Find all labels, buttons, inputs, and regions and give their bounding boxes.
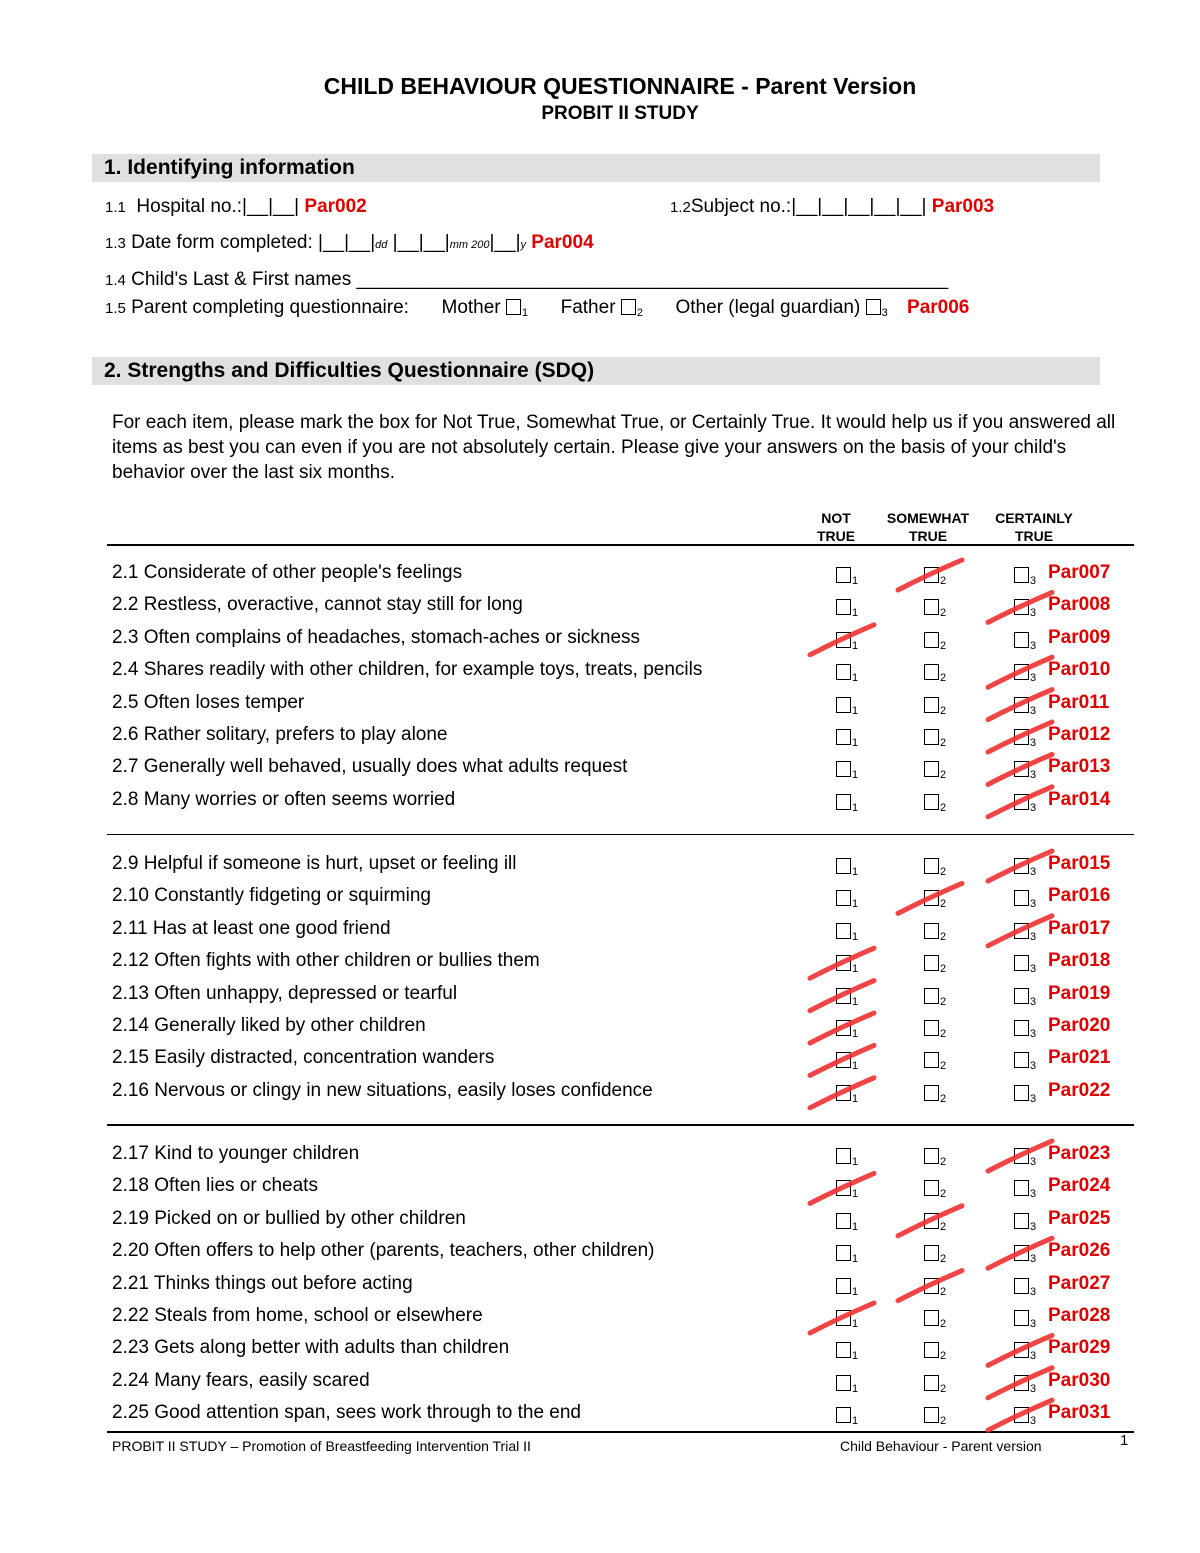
option-code: 1 bbox=[852, 1415, 859, 1428]
hand-check-mark bbox=[988, 1335, 1052, 1365]
child-names-label[interactable]: Child's Last & First names ________________________________________________________ bbox=[131, 269, 949, 290]
hand-check-mark bbox=[810, 1303, 874, 1333]
hand-check-mark bbox=[988, 1238, 1052, 1268]
option-code: 3 bbox=[1030, 769, 1037, 782]
option-code: 1 bbox=[852, 1060, 859, 1073]
section1-heading: 1. Identifying information bbox=[92, 154, 1100, 182]
hand-check-mark bbox=[898, 1271, 962, 1301]
document-title: CHILD BEHAVIOUR QUESTIONNAIRE - Parent Version bbox=[323, 73, 917, 99]
hand-check-mark bbox=[988, 916, 1052, 946]
option-code: 3 bbox=[1030, 1092, 1037, 1105]
option-code: 1 bbox=[852, 1350, 859, 1363]
document-subtitle: PROBIT II STUDY bbox=[541, 103, 699, 124]
date-y-hint: y bbox=[520, 239, 527, 251]
column-header-not-true: NOT TRUE bbox=[816, 510, 856, 544]
hand-check-mark bbox=[988, 1141, 1052, 1171]
option-other-label: Other (legal guardian) bbox=[675, 297, 861, 318]
option-code: 2 bbox=[940, 898, 947, 911]
option-code: 3 bbox=[1030, 898, 1037, 911]
field-number: 1.1 bbox=[105, 199, 126, 216]
sdq-item-label: 2.3 Often complains of headaches, stomach-aches or sickness bbox=[112, 626, 641, 648]
option-code: 1 bbox=[852, 575, 859, 587]
option-code: 2 bbox=[940, 1156, 947, 1168]
option-code: 2 bbox=[940, 769, 947, 782]
option-code: 1 bbox=[852, 1253, 859, 1266]
option-code: 3 bbox=[1030, 1382, 1037, 1395]
option-mother-label: Mother bbox=[441, 297, 501, 318]
par-code: Par015 bbox=[1048, 853, 1111, 874]
sdq-item-label: 2.15 Easily distracted, concentration wanders bbox=[112, 1047, 495, 1069]
option-code: 2 bbox=[940, 704, 947, 717]
sdq-item-label: 2.19 Picked on or bullied by other children bbox=[112, 1207, 466, 1229]
par-code: Par007 bbox=[1048, 562, 1111, 583]
option-code: 3 bbox=[1030, 1285, 1037, 1298]
sdq-item-label: 2.7 Generally well behaved, usually does what adults request bbox=[112, 756, 628, 778]
hand-check-mark bbox=[810, 1045, 874, 1075]
sdq-item-label: 2.20 Often offers to help other (parents, teachers, other children) bbox=[112, 1240, 655, 1262]
hand-check-mark bbox=[988, 754, 1052, 784]
sdq-item-label: 2.14 Generally liked by other children bbox=[112, 1015, 426, 1036]
sdq-item-label: 2.8 Many worries or often seems worried bbox=[112, 788, 456, 810]
option-code: 1 bbox=[852, 1220, 859, 1233]
sdq-item-label: 2.12 Often fights with other children or bullies them bbox=[112, 950, 540, 972]
par-code: Par027 bbox=[1048, 1272, 1111, 1294]
sdq-item-label: 2.5 Often loses temper bbox=[112, 691, 305, 713]
option-code: 2 bbox=[940, 1318, 947, 1330]
par-code: Par002 bbox=[304, 196, 367, 217]
option-code: 1 bbox=[852, 1318, 859, 1330]
hand-check-mark bbox=[810, 981, 874, 1011]
par-code: Par025 bbox=[1048, 1207, 1111, 1229]
sdq-item-label: 2.16 Nervous or clingy in new situations, easily loses confidence bbox=[112, 1079, 653, 1101]
sdq-item-label: 2.24 Many fears, easily scared bbox=[112, 1369, 370, 1391]
par-code: Par012 bbox=[1048, 724, 1111, 745]
option-code: 3 bbox=[881, 307, 888, 319]
date-label[interactable]: Date form completed: |__|__| bbox=[131, 232, 376, 253]
option-code: 1 bbox=[852, 1156, 859, 1168]
hand-check-mark bbox=[988, 1400, 1052, 1430]
subject-no-label[interactable]: Subject no.:|__|__|__|__|__| bbox=[690, 196, 927, 217]
sdq-item-label: 2.10 Constantly fidgeting or squirming bbox=[112, 885, 431, 907]
option-code: 2 bbox=[940, 801, 947, 814]
option-code: 1 bbox=[852, 1285, 859, 1298]
hand-check-mark bbox=[898, 560, 962, 590]
sdq-item-label: 2.11 Has at least one good friend bbox=[112, 917, 391, 939]
option-code: 1 bbox=[852, 801, 859, 814]
option-code: 2 bbox=[940, 1350, 947, 1363]
par-code: Par011 bbox=[1048, 691, 1110, 713]
hospital-no-label[interactable]: Hospital no.:|__|__| bbox=[136, 196, 300, 217]
option-code: 1 bbox=[852, 995, 859, 1008]
option-code: 3 bbox=[1030, 866, 1037, 878]
field-number: 1.3 bbox=[105, 235, 126, 252]
option-code: 2 bbox=[940, 1285, 947, 1298]
par-code: Par024 bbox=[1048, 1175, 1111, 1197]
hand-check-mark bbox=[810, 948, 874, 978]
option-code: 3 bbox=[1030, 995, 1037, 1008]
par-code: Par008 bbox=[1048, 594, 1111, 616]
par-code: Par029 bbox=[1048, 1337, 1111, 1359]
option-code: 2 bbox=[940, 1188, 947, 1201]
option-code: 2 bbox=[940, 1415, 947, 1428]
hand-check-mark bbox=[988, 690, 1052, 720]
sdq-item-label: 2.21 Thinks things out before acting bbox=[112, 1272, 413, 1294]
date-mid[interactable]: |__|__| bbox=[387, 232, 450, 253]
option-code: 2 bbox=[940, 866, 947, 878]
option-code: 3 bbox=[1030, 704, 1037, 717]
field-number: 1.5 bbox=[105, 300, 126, 317]
sdq-item-label: 2.4 Shares readily with other children, for example toys, treats, pencils bbox=[112, 659, 703, 681]
option-code: 2 bbox=[940, 1220, 947, 1233]
option-code: 1 bbox=[852, 639, 859, 652]
par-code: Par004 bbox=[531, 232, 594, 253]
option-code: 3 bbox=[1030, 672, 1037, 685]
hand-check-mark bbox=[810, 1173, 874, 1203]
field-number: 1.2 bbox=[670, 199, 691, 216]
option-code: 3 bbox=[1030, 1220, 1037, 1233]
hand-check-mark bbox=[810, 1013, 874, 1043]
sdq-item-label: 2.17 Kind to younger children bbox=[112, 1143, 360, 1164]
option-code: 3 bbox=[1030, 1318, 1037, 1330]
date-dd-hint: dd bbox=[375, 239, 388, 251]
sdq-item-label: 2.18 Often lies or cheats bbox=[112, 1175, 318, 1197]
option-code: 3 bbox=[1030, 737, 1037, 749]
par-code: Par019 bbox=[1048, 982, 1111, 1004]
option-code: 2 bbox=[940, 575, 947, 587]
option-code: 2 bbox=[940, 930, 947, 943]
sdq-item-label: 2.6 Rather solitary, prefers to play alone bbox=[112, 724, 448, 745]
par-code: Par018 bbox=[1048, 950, 1111, 972]
option-code: 1 bbox=[852, 1188, 859, 1201]
par-code: Par026 bbox=[1048, 1240, 1111, 1262]
sdq-item-label: 2.22 Steals from home, school or elsewhere bbox=[112, 1305, 483, 1326]
hand-check-mark bbox=[988, 787, 1052, 817]
option-code: 1 bbox=[852, 1382, 859, 1395]
option-father-label: Father bbox=[560, 297, 616, 318]
hand-check-mark bbox=[988, 657, 1052, 687]
sdq-instructions: For each item, please mark the box for Not True, Somewhat True, or Certainly True. It would help us if you answered all items as best you can even if you are not absolutely certain. Please give your answers on the basis of your child's behavior over the last six months. bbox=[112, 412, 1116, 483]
sdq-item-label: 2.13 Often unhappy, depressed or tearful bbox=[112, 982, 458, 1004]
option-code: 3 bbox=[1030, 1156, 1037, 1168]
sdq-item-label: 2.23 Gets along better with adults than children bbox=[112, 1337, 510, 1359]
option-code: 1 bbox=[852, 672, 859, 685]
hand-check-mark bbox=[988, 851, 1052, 881]
option-code: 3 bbox=[1030, 1350, 1037, 1363]
option-code: 2 bbox=[940, 995, 947, 1008]
par-code: Par030 bbox=[1048, 1369, 1111, 1391]
option-code: 1 bbox=[852, 963, 859, 976]
option-code: 1 bbox=[852, 769, 859, 782]
option-code: 2 bbox=[940, 737, 947, 749]
parent-label: Parent completing questionnaire: bbox=[131, 297, 409, 318]
date-end[interactable]: |__| bbox=[489, 232, 521, 253]
sdq-item-label: 2.2 Restless, overactive, cannot stay still for long bbox=[112, 594, 523, 616]
option-code: 2 bbox=[940, 1253, 947, 1266]
date-mm-hint: mm 200 bbox=[449, 239, 490, 251]
option-code: 2 bbox=[940, 672, 947, 685]
sdq-item-label: 2.1 Considerate of other people's feelings bbox=[112, 562, 463, 583]
column-header-certainly-true: CERTAINLY TRUE bbox=[995, 510, 1073, 544]
option-code: 3 bbox=[1030, 801, 1037, 814]
option-code: 1 bbox=[852, 1092, 859, 1105]
par-code: Par031 bbox=[1048, 1402, 1111, 1424]
option-code: 2 bbox=[940, 1092, 947, 1105]
option-code: 1 bbox=[852, 866, 859, 878]
par-code: Par016 bbox=[1048, 885, 1111, 907]
option-code: 3 bbox=[1030, 930, 1037, 943]
option-code: 2 bbox=[940, 1060, 947, 1073]
sdq-item-label: 2.25 Good attention span, sees work through to the end bbox=[112, 1402, 581, 1424]
par-code: Par020 bbox=[1048, 1015, 1111, 1036]
section2-heading: 2. Strengths and Difficulties Questionnaire (SDQ) bbox=[92, 357, 1100, 385]
page-number: 1 bbox=[1120, 1432, 1129, 1449]
par-code: Par006 bbox=[907, 297, 970, 318]
field-number: 1.4 bbox=[105, 272, 126, 289]
sdq-item-label: 2.9 Helpful if someone is hurt, upset or feeling ill bbox=[112, 853, 517, 874]
option-code: 3 bbox=[1030, 1415, 1037, 1428]
hand-check-mark bbox=[988, 592, 1052, 622]
hand-check-mark bbox=[988, 1368, 1052, 1398]
option-code: 3 bbox=[1030, 1253, 1037, 1266]
par-code: Par028 bbox=[1048, 1305, 1111, 1326]
par-code: Par022 bbox=[1048, 1079, 1111, 1101]
option-code: 1 bbox=[852, 737, 859, 749]
option-code: 2 bbox=[940, 639, 947, 652]
hand-check-mark bbox=[810, 625, 874, 655]
option-code: 3 bbox=[1030, 963, 1037, 976]
hand-check-mark bbox=[810, 1078, 874, 1108]
option-code: 3 bbox=[1030, 1028, 1037, 1040]
option-code: 2 bbox=[940, 607, 947, 620]
option-code: 2 bbox=[940, 1382, 947, 1395]
hand-check-mark bbox=[988, 722, 1052, 752]
option-code: 3 bbox=[1030, 1188, 1037, 1201]
par-code: Par021 bbox=[1048, 1047, 1111, 1069]
option-code: 3 bbox=[1030, 639, 1037, 652]
par-code: Par014 bbox=[1048, 788, 1111, 810]
option-code: 1 bbox=[852, 930, 859, 943]
hand-check-mark bbox=[898, 883, 962, 913]
option-code: 3 bbox=[1030, 1060, 1037, 1073]
par-code: Par003 bbox=[931, 196, 995, 217]
footer-form-name: Child Behaviour - Parent version bbox=[840, 1438, 1042, 1454]
par-code: Par009 bbox=[1048, 626, 1111, 648]
option-code: 3 bbox=[1030, 575, 1037, 587]
option-code: 1 bbox=[521, 307, 529, 319]
par-code: Par023 bbox=[1048, 1143, 1111, 1164]
option-code: 3 bbox=[1030, 607, 1037, 620]
option-code: 2 bbox=[940, 963, 947, 976]
option-code: 1 bbox=[852, 1028, 859, 1040]
footer-study-name: PROBIT II STUDY – Promotion of Breastfeeding Intervention Trial II bbox=[112, 1438, 531, 1454]
par-code: Par017 bbox=[1048, 917, 1111, 939]
option-code: 1 bbox=[852, 898, 859, 911]
option-code: 1 bbox=[852, 704, 859, 717]
option-code: 2 bbox=[636, 307, 643, 319]
column-header-somewhat-true: SOMEWHAT TRUE bbox=[886, 510, 970, 544]
par-code: Par010 bbox=[1048, 659, 1111, 681]
option-code: 2 bbox=[940, 1028, 947, 1040]
par-code: Par013 bbox=[1048, 756, 1111, 778]
option-code: 1 bbox=[852, 607, 859, 620]
hand-check-mark bbox=[898, 1206, 962, 1236]
